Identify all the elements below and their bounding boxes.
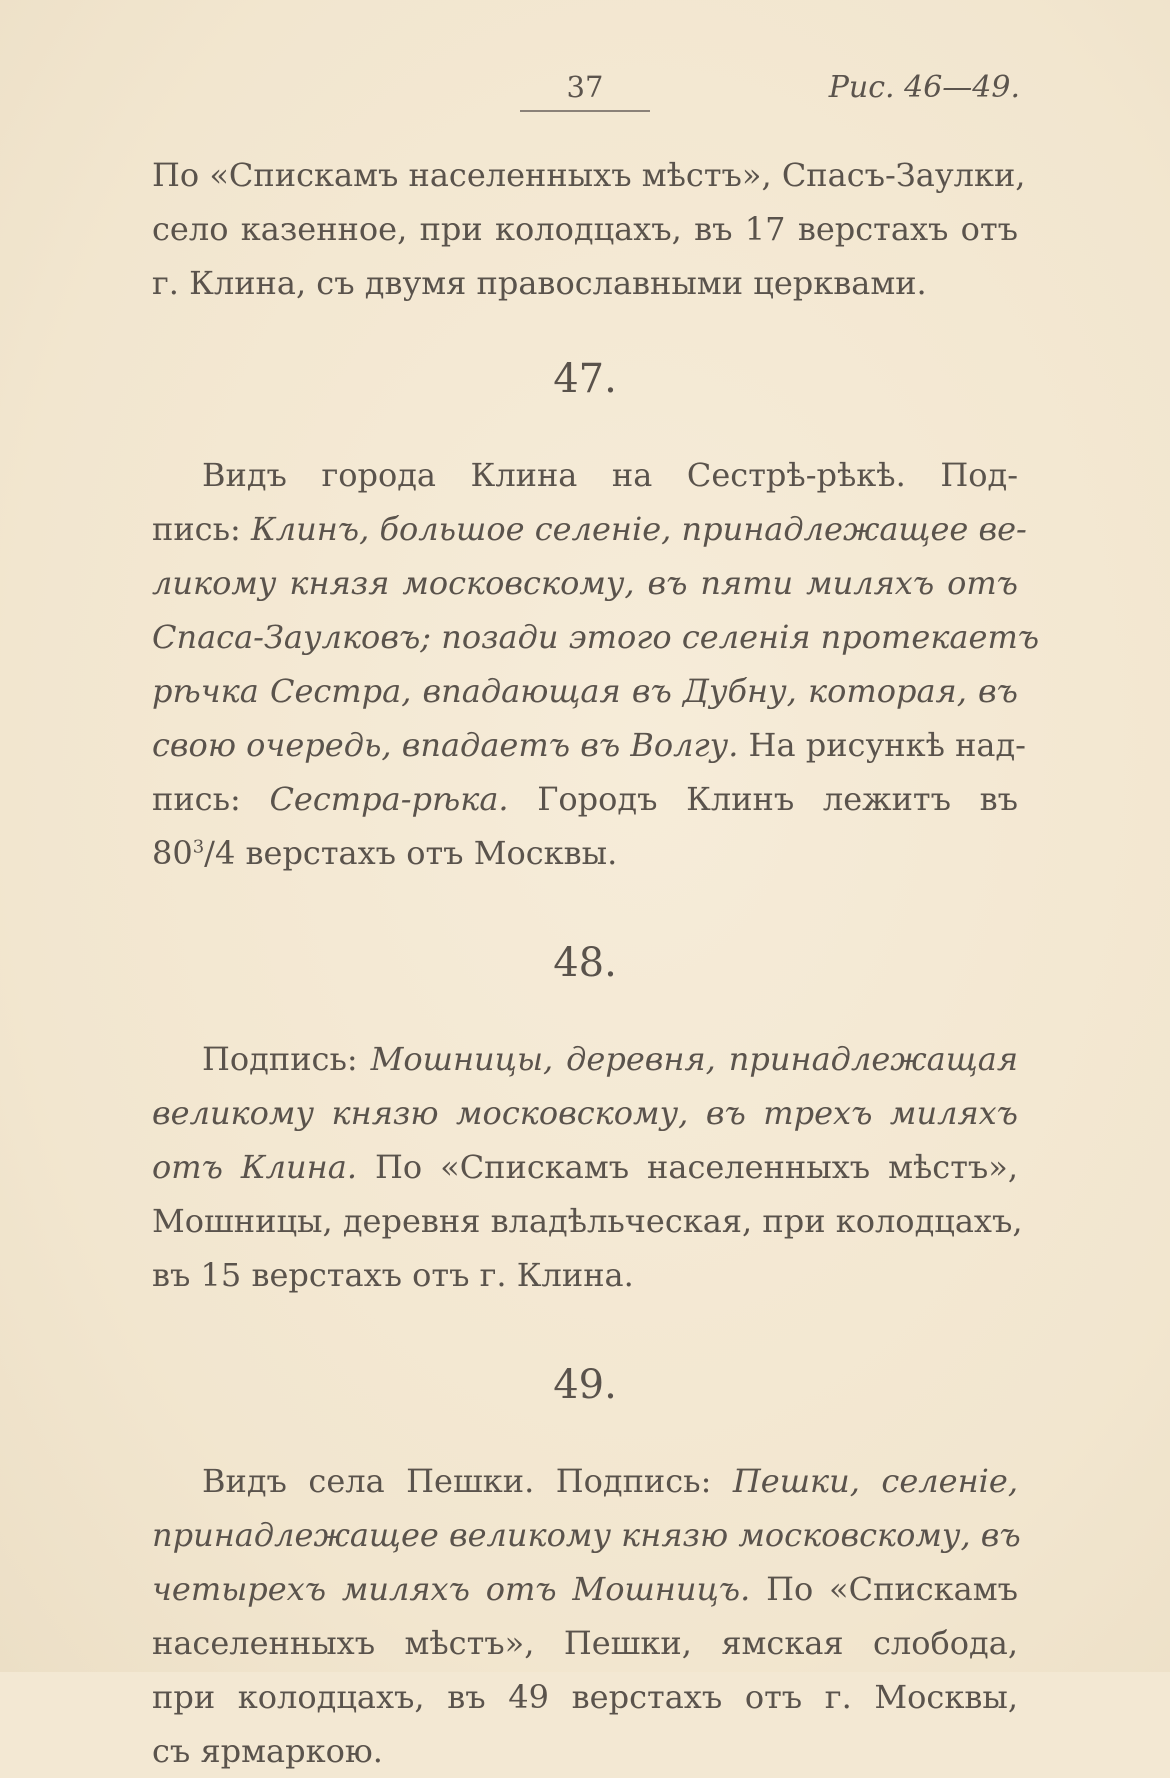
text-line: принадлежащее великому князю московскому, въ: [152, 1516, 1021, 1554]
text-line: рѣчка Сестра, впадающая въ Дубну, которая, въ: [152, 672, 1018, 710]
section-heading-47: 47.: [553, 356, 617, 402]
text-line: Спаса-Заулковъ; позади этого селенiя протекаетъ: [152, 618, 1040, 656]
page-number: 37: [520, 70, 650, 112]
text-line: съ ярмаркою.: [152, 1732, 383, 1770]
text-line: $80^3/4$ верстахъ отъ Москвы.: [152, 834, 618, 872]
text-line: великому князю московскому, въ трехъ миляхъ: [152, 1094, 1018, 1132]
intro-line: село казенное, при колодцахъ, въ 17 верстахъ отъ: [152, 210, 1018, 248]
text-line: Видъ села Пешки. Подпись: Пешки, селенiе,: [202, 1462, 1019, 1500]
intro-line: г. Клина, съ двумя православными церквами.: [152, 264, 927, 302]
text-line: Мошницы, деревня владѣльческая, при колодцахъ,: [152, 1202, 1023, 1240]
figure-reference: Рис. 46—49.: [828, 70, 1020, 105]
text-line: четырехъ миляхъ отъ Мошницъ. По «Спискамъ: [152, 1570, 1019, 1608]
text-line: пись: Клинъ, большое селенiе, принадлежащее ве-: [152, 510, 1027, 548]
text-line: ликому князя московскому, въ пяти миляхъ отъ: [152, 564, 1018, 602]
text-line: Подпись: Мошницы, деревня, принадлежащая: [202, 1040, 1019, 1078]
text-line: Видъ города Клина на Сестрѣ-рѣкѣ. Под-: [202, 456, 1018, 494]
text-line: въ 15 верстахъ отъ г. Клина.: [152, 1256, 634, 1294]
intro-line: По «Спискамъ населенныхъ мѣстъ», Спасъ-Заулки,: [152, 156, 1026, 194]
section-heading-48: 48.: [553, 940, 617, 986]
text-line: при колодцахъ, въ 49 верстахъ отъ г. Москвы,: [152, 1678, 1018, 1716]
page-body: [152, 148, 1040, 1778]
text-line: отъ Клина. По «Спискамъ населенныхъ мѣстъ»,: [152, 1148, 1019, 1186]
text-line: свою очередь, впадаетъ въ Волгу. На рисункѣ над-: [152, 726, 1026, 764]
text-line: населенныхъ мѣстъ», Пешки, ямская слобода,: [152, 1624, 1018, 1662]
text-line: пись: Сестра-рѣка. Городъ Клинъ лежитъ въ: [152, 780, 1019, 818]
section-heading-49: 49.: [553, 1362, 617, 1408]
